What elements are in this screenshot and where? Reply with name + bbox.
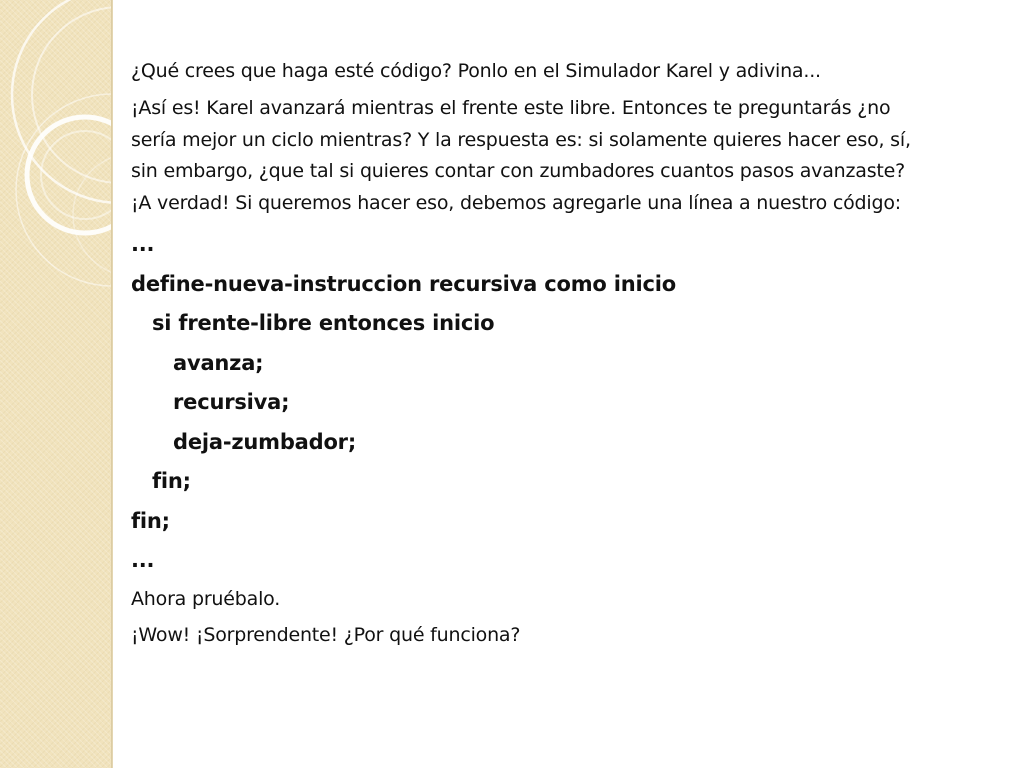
- explanation-line: sin embargo, ¿que tal si quieres contar con zumbadores cuantos pasos avanzaste?: [131, 160, 906, 182]
- explanation-paragraph: [131, 93, 1001, 219]
- slide-content: [131, 56, 1001, 653]
- intro-text: ¿Qué crees que haga esté código? Ponlo en el Simulador Karel y adivina...: [131, 60, 821, 82]
- code-line-avanza: avanza;: [173, 350, 264, 375]
- code-line-fin-inner: fin;: [152, 469, 191, 493]
- decorative-side-panel: [0, 0, 113, 768]
- explanation-line: ¡Así es! Karel avanzará mientras el frente este libre. Entonces te preguntarás ¿no: [131, 97, 891, 119]
- explanation-line: ¡A verdad! Si queremos hacer eso, debemos agregarle una línea a nuestro código:: [131, 191, 901, 214]
- wow-text: ¡Wow! ¡Sorprendente! ¿Por qué funciona?: [131, 623, 521, 646]
- panel-edge: [111, 0, 113, 768]
- code-line-deja-zumbador: deja-zumbador;: [173, 429, 357, 454]
- decorative-rings: [0, 0, 113, 768]
- code-ellipsis-end: ...: [131, 548, 155, 572]
- code-line-si: si frente-libre entonces inicio: [152, 311, 495, 335]
- code-block: [131, 225, 1001, 581]
- explanation-line: sería mejor un ciclo mientras? Y la respuesta es: si solamente quieres hacer eso, sí,: [131, 128, 911, 151]
- code-ellipsis-start: ...: [131, 232, 155, 256]
- code-line-fin-outer: fin;: [131, 508, 170, 533]
- try-it-text: Ahora pruébalo.: [131, 587, 281, 610]
- code-line-define: define-nueva-instruccion recursiva como inicio: [131, 271, 676, 296]
- code-line-recursiva: recursiva;: [173, 390, 290, 414]
